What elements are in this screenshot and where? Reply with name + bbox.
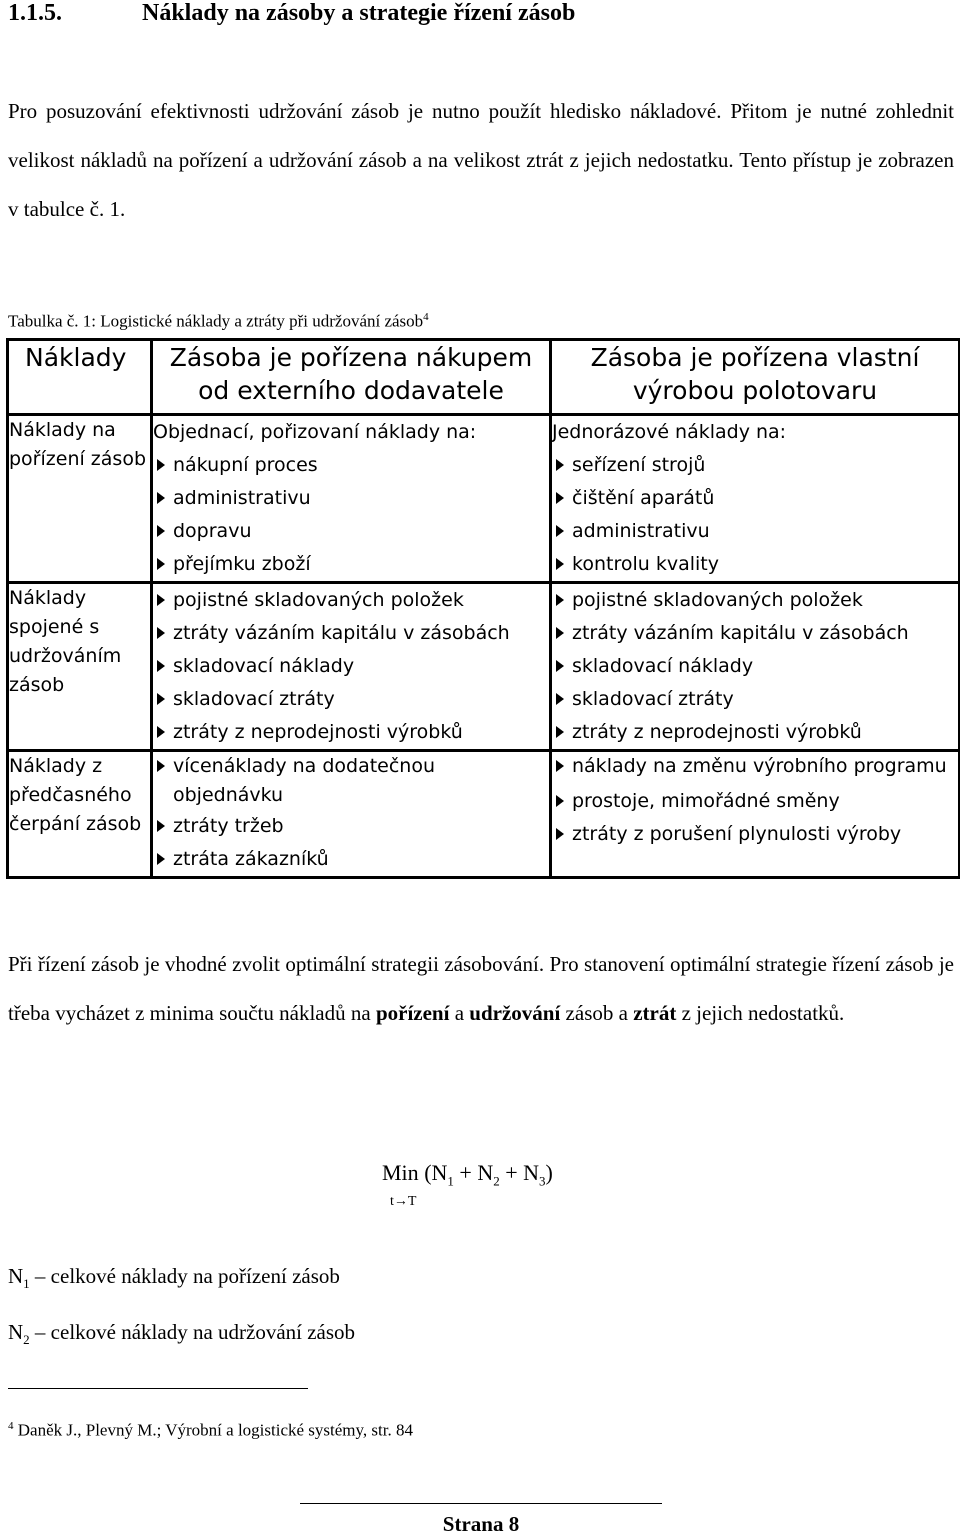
list-item: pojistné skladovaných položek	[552, 584, 958, 617]
bullet-arrow-icon	[157, 660, 165, 672]
bullet-arrow-icon	[157, 558, 165, 570]
list-item: ztráty vázáním kapitálu v zásobách	[552, 617, 958, 650]
intro-paragraph: Pro posuzování efektivnosti udržování zásob je nutno použít hledisko nákladové. Přitom je nutné zohlednit velikost nákladů na pořízení a udržování zásob a na velikost ztrát z jejich nedostatku. Tento přístup je zobrazen v tabulce č. 1.	[8, 99, 954, 221]
bullet-arrow-icon	[157, 459, 165, 471]
bullet-arrow-icon	[157, 820, 165, 832]
list-item: ztráty vázáním kapitálu v zásobách	[153, 617, 549, 650]
bullet-arrow-icon	[157, 853, 165, 865]
row-label-holding: Náklady spojené s udržováním zásob	[8, 583, 152, 751]
formula-subscript: t→T	[390, 1194, 417, 1209]
row1-own-cell	[551, 583, 960, 751]
table-row	[8, 583, 960, 751]
bullet-arrow-icon	[556, 828, 564, 840]
bold-acquisition: pořízení	[375, 1001, 450, 1025]
row2-external-cell	[152, 751, 551, 878]
bullet-arrow-icon	[157, 525, 165, 537]
caption-footnote-ref: 4	[423, 311, 429, 323]
row-label-depletion: Náklady z předčasného čerpání zásob	[8, 751, 152, 878]
list-item: administrativu	[552, 515, 958, 548]
list-item: administrativu	[153, 482, 549, 515]
row0-external-lead: Objednací, pořizovaní náklady na:	[153, 421, 477, 443]
bullet-arrow-icon	[556, 492, 564, 504]
bullet-arrow-icon	[556, 760, 564, 772]
list-item: ztráty z neprodejnosti výrobků	[153, 716, 549, 749]
bullet-arrow-icon	[556, 693, 564, 705]
row2-own-cell	[551, 751, 960, 878]
bullet-arrow-icon	[157, 760, 165, 772]
strategy-paragraph: Při řízení zásob je vhodné zvolit optimální strategii zásobování. Pro stanovení optimální strategie řízení zásob je třeba vycházet z minima součtu nákladů na pořízení a udržování zásob a ztrát z jejich nedostatků.	[8, 952, 954, 1025]
list-item: skladovací ztráty	[552, 683, 958, 716]
bullet-arrow-icon	[556, 795, 564, 807]
min-formula: Min $(N_1 + N_2 + N_3)$	[382, 1160, 553, 1189]
definition-n1: $N_1$ – celkové náklady na pořízení zásob	[8, 1264, 340, 1292]
section-heading	[8, 0, 575, 27]
list-item: skladovací náklady	[552, 650, 958, 683]
bullet-arrow-icon	[157, 693, 165, 705]
list-item: kontrolu kvality	[552, 548, 958, 581]
cost-table	[6, 338, 960, 879]
table-row	[8, 751, 960, 878]
bullet-arrow-icon	[556, 558, 564, 570]
bullet-arrow-icon	[556, 660, 564, 672]
page-number-divider	[300, 1503, 662, 1504]
row0-own-lead: Jednorázové náklady na:	[552, 421, 787, 443]
list-item: nákupní proces	[153, 449, 549, 482]
row-label-acquisition: Náklady na pořízení zásob	[8, 415, 152, 583]
bold-losses: ztrát	[633, 1001, 677, 1025]
table-header-row	[8, 340, 960, 415]
list-item: pojistné skladovaných položek	[153, 584, 549, 617]
list-item: vícenáklady na dodatečnou objednávku	[153, 752, 549, 810]
header-external: Zásoba je pořízena nákupem od externího dodavatele	[152, 340, 551, 415]
list-item: přejímku zboží	[153, 548, 549, 581]
bullet-arrow-icon	[556, 525, 564, 537]
list-item: dopravu	[153, 515, 549, 548]
list-item: ztráty z porušení plynulosti výroby	[552, 818, 958, 851]
section-title: Náklady na zásoby a strategie řízení zásob	[142, 0, 576, 26]
bullet-arrow-icon	[157, 627, 165, 639]
list-item: seřízení strojů	[552, 449, 958, 482]
bullet-arrow-icon	[157, 492, 165, 504]
bold-holding: udržování	[469, 1001, 561, 1025]
caption-text: Tabulka č. 1: Logistické náklady a ztráty při udržování zásob	[8, 311, 424, 331]
list-item: prostoje, mimořádné směny	[552, 785, 958, 818]
bullet-arrow-icon	[556, 459, 564, 471]
list-item: skladovací náklady	[153, 650, 549, 683]
list-item: skladovací ztráty	[153, 683, 549, 716]
bullet-arrow-icon	[556, 627, 564, 639]
table-row	[8, 415, 960, 583]
row0-own-cell	[551, 415, 960, 583]
definition-n2: $N_2$ – celkové náklady na udržování zásob	[8, 1320, 356, 1348]
page-number: Strana 8	[442, 1512, 520, 1536]
bullet-arrow-icon	[556, 594, 564, 606]
list-item: čištění aparátů	[552, 482, 958, 515]
bullet-arrow-icon	[157, 726, 165, 738]
row0-external-cell	[152, 415, 551, 583]
row1-external-cell	[152, 583, 551, 751]
list-item: ztráta zákazníků	[153, 843, 549, 876]
header-own: Zásoba je pořízena vlastní výrobou polotovaru	[551, 340, 960, 415]
bullet-arrow-icon	[157, 594, 165, 606]
section-number: 1.1.5.	[8, 0, 62, 26]
header-costs: Náklady	[8, 340, 152, 415]
list-item: ztráty tržeb	[153, 810, 549, 843]
footnote: $^4$ Daněk J., Plevný M.; Výrobní a logistické systémy, str. 84	[8, 1420, 413, 1440]
bullet-arrow-icon	[556, 726, 564, 738]
list-item: náklady na změnu výrobního programu	[552, 752, 958, 785]
table-caption	[8, 311, 429, 332]
list-item: ztráty z neprodejnosti výrobků	[552, 716, 958, 749]
footnote-divider	[8, 1388, 308, 1389]
